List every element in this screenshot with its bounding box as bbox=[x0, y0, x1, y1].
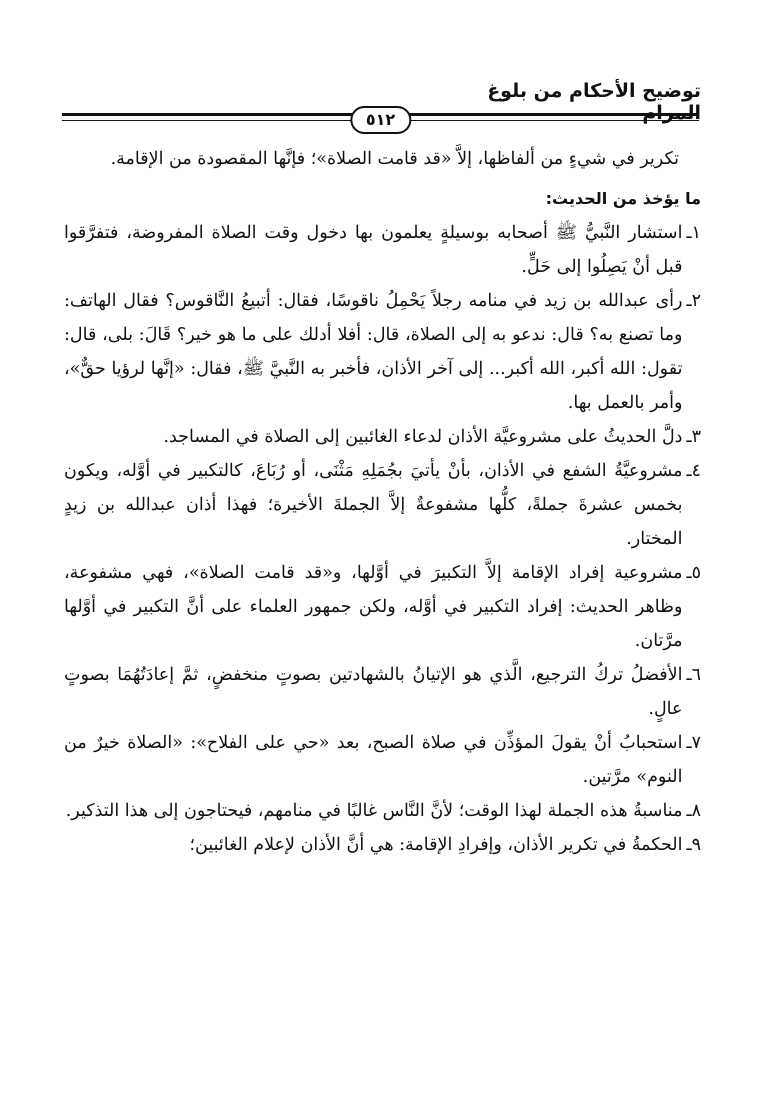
list-item bbox=[64, 454, 701, 556]
item-text: مشروعية إفراد الإقامة إلاَّ التكبيرَ في أوَّلها، و«قد قامت الصلاة»، فهي مشفوعة، وظاهر الحديث: إفراد التكبير في أوَّله، ولكن جمهور العلماء على أنَّ التكبير في أوَّلها مرَّتان. bbox=[64, 563, 683, 651]
intro-paragraph: تكرير في شيءٍ من ألفاظها، إلاَّ «قد قامت الصلاة»؛ فإنَّها المقصودة من الإقامة. bbox=[110, 149, 679, 169]
item-number: ٩ـ bbox=[686, 835, 701, 855]
item-text: الأفضلُ تركُ الترجيع، الَّذي هو الإتيانُ بالشهادتين بصوتٍ منخفضٍ، ثمَّ إعادَتُهُمَا بصوتٍ عالٍ. bbox=[64, 665, 683, 719]
list-item bbox=[64, 828, 701, 862]
item-number: ٦ـ bbox=[686, 665, 701, 685]
item-number: ٧ـ bbox=[686, 733, 701, 753]
item-number: ٢ـ bbox=[686, 291, 701, 311]
item-number: ٨ـ bbox=[686, 801, 701, 821]
list-item bbox=[64, 794, 701, 828]
list-item bbox=[64, 284, 701, 420]
page-body bbox=[64, 142, 701, 862]
list-item bbox=[64, 556, 701, 658]
item-text: مناسبةُ هذه الجملة لهذا الوقت؛ لأنَّ النَّاس غالبًا في منامهم، فيحتاجون إلى هذا التذكير. bbox=[65, 801, 683, 821]
item-text: دلَّ الحديثُ على مشروعيَّة الأذان لدعاء الغائبين إلى الصلاة في المساجد. bbox=[163, 427, 683, 447]
item-number: ٥ـ bbox=[686, 563, 701, 583]
list-item bbox=[64, 726, 701, 794]
item-text: مشروعيَّةُ الشفع في الأذان، بأنْ يأتيَ بجُمَلِهِ مَثْنَى، أو رُبَاعَ، كالتكبير في أوَّله، ويكون بخمس عشرةَ جملةً، كلُّها مشفوعةٌ إلاَّ الجملةَ الأخيرة؛ فهذا أذان عبدالله بن زيدٍ المختار. bbox=[64, 461, 683, 549]
item-text: رأى عبدالله بن زيد في منامه رجلاً يَحْمِلُ ناقوسًا، فقال: أتبيعُ النَّاقوس؟ فقال الهاتف: وما تصنع به؟ قال: ندعو به إلى الصلاة، قال: أفلا أدلك على ما هو خير؟ قَالَ: بلى، قال: تقول: الله أكبر، الله أكبر... إلى آخر الأذان، فأخبر به النَّبيَّ ﷺ، فقال: «إنَّها لرؤيا حقٌّ»، وأمر بالعمل بها. bbox=[64, 291, 683, 413]
list-item bbox=[64, 420, 701, 454]
item-text: استحبابُ أنْ يقولَ المؤذِّن في صلاة الصبح، بعد «حي على الفلاح»: «الصلاة خيرٌ من النوم» مرَّتين. bbox=[64, 733, 683, 787]
list-item bbox=[64, 216, 701, 284]
section-heading: ما يؤخذ من الحديث: bbox=[545, 189, 701, 208]
item-text: استشار النَّبيُّ ﷺ أصحابه بوسيلةٍ يعلمون بها دخول وقت الصلاة المفروضة، فتفرَّقوا قبل أنْ يَصِلُوا إلى حَلٍّ. bbox=[64, 223, 683, 277]
running-title: توضيح الأحكام من بلوغ المرام bbox=[487, 80, 701, 124]
item-number: ١ـ bbox=[686, 223, 701, 243]
page-number: ٥١٢ bbox=[350, 106, 411, 134]
item-number: ٣ـ bbox=[686, 427, 701, 447]
list-item bbox=[64, 658, 701, 726]
item-text: الحكمةُ في تكرير الأذان، وإفرادِ الإقامة: هي أنَّ الأذان لإعلام الغائبين؛ bbox=[189, 835, 683, 855]
item-number: ٤ـ bbox=[686, 461, 701, 481]
